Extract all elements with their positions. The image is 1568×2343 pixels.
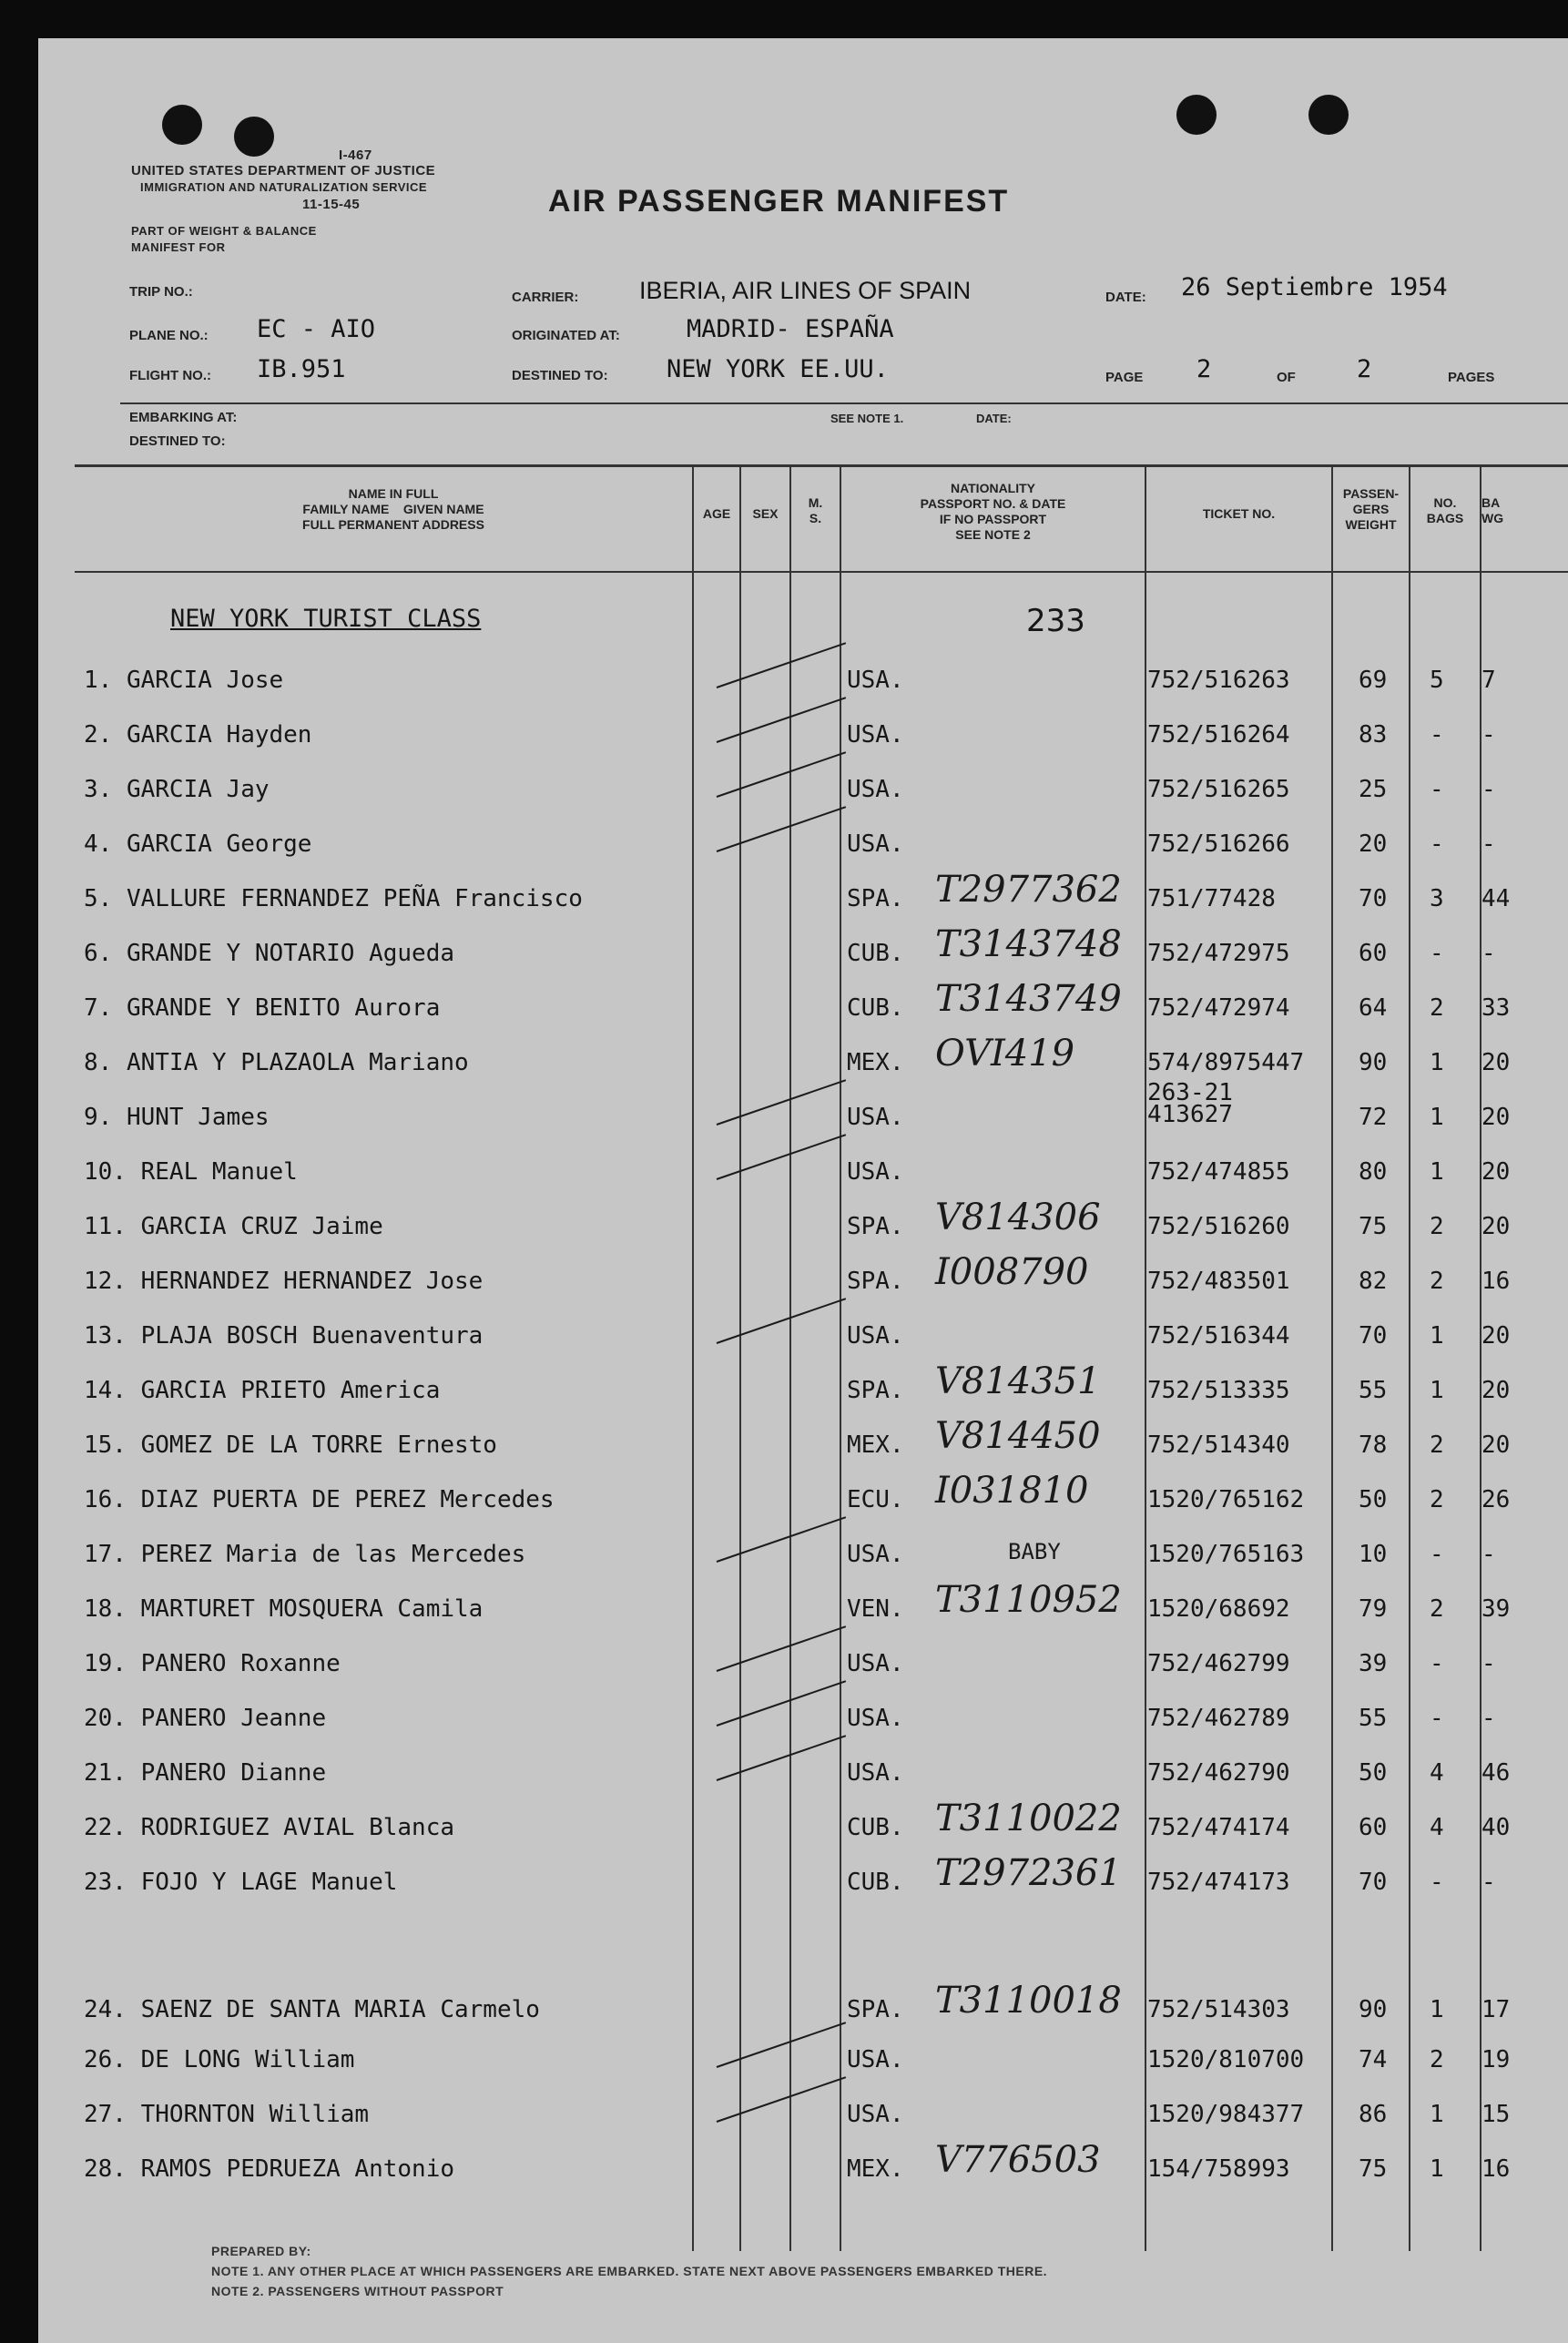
passenger-weight: 55: [1359, 1377, 1388, 1404]
passenger-name: [84, 885, 583, 912]
passenger-ticket: 752/513335: [1147, 1377, 1290, 1404]
passenger-row: [38, 830, 1568, 883]
passenger-number: 17.: [84, 1541, 141, 1568]
passenger-bag-weight: -: [1481, 1705, 1496, 1732]
passenger-ticket: 752/516263: [1147, 667, 1290, 694]
passenger-ticket: 752/462789: [1147, 1705, 1290, 1732]
passenger-bag-weight: -: [1481, 776, 1496, 803]
carrier-value: IBERIA, AIR LINES OF SPAIN: [639, 277, 972, 304]
passenger-ticket: 752/483501: [1147, 1268, 1290, 1295]
class-heading: NEW YORK TURIST CLASS: [170, 605, 482, 633]
passenger-name: [84, 994, 440, 1022]
passenger-ticket: 154/758993: [1147, 2155, 1290, 2183]
passenger-number: 26.: [84, 2046, 141, 2073]
passenger-bag-weight: 20: [1481, 1377, 1511, 1404]
passenger-bag-weight: 16: [1481, 1268, 1511, 1295]
passenger-ticket: 1520/68692: [1147, 1595, 1290, 1623]
passenger-ticket: 1520/810700: [1147, 2046, 1305, 2073]
passenger-passport: V814450: [935, 1415, 1101, 1457]
passenger-ticket: 752/516260: [1147, 1213, 1290, 1240]
passenger-weight: 64: [1359, 994, 1388, 1022]
passenger-number: 22.: [84, 1814, 141, 1841]
col-nationality-header: NATIONALITY PASSPORT NO. & DATE IF NO PASSPORT SEE NOTE 2: [920, 481, 1066, 542]
passenger-nationality: VEN.: [847, 1595, 904, 1623]
passenger-name: [84, 1705, 326, 1732]
passenger-bags: -: [1430, 940, 1444, 967]
punch-hole: [234, 117, 274, 157]
passenger-full-name: GARCIA Jay: [126, 776, 270, 803]
passenger-bags: 4: [1430, 1759, 1444, 1787]
passenger-bags: 2: [1430, 1268, 1444, 1295]
passenger-number: 1.: [84, 667, 127, 694]
passenger-bag-weight: -: [1481, 1541, 1496, 1568]
passenger-number: 28.: [84, 2155, 141, 2183]
passenger-row: [38, 923, 1568, 993]
passenger-name: [84, 776, 270, 803]
passenger-full-name: VALLURE FERNANDEZ PEÑA Francisco: [126, 885, 583, 912]
passenger-bag-weight: -: [1481, 721, 1496, 749]
passenger-number: 11.: [84, 1213, 141, 1240]
passenger-nationality: SPA.: [847, 1996, 904, 2023]
table-header-border: [75, 571, 1568, 573]
flight-value: IB.951: [257, 355, 346, 383]
passenger-row: [38, 1541, 1568, 1594]
passenger-row: [38, 2139, 1568, 2208]
passenger-bag-weight: 20: [1481, 1049, 1511, 1076]
passenger-weight: 10: [1359, 1541, 1388, 1568]
date2-label: DATE:: [976, 412, 1012, 425]
passenger-nationality: CUB.: [847, 1869, 904, 1896]
passenger-nationality: SPA.: [847, 1213, 904, 1240]
passenger-bag-weight: 26: [1481, 1486, 1511, 1513]
passenger-name: [84, 1650, 341, 1677]
passenger-bag-weight: 15: [1481, 2101, 1511, 2128]
passenger-bags: 5: [1430, 667, 1444, 694]
form-dept: UNITED STATES DEPARTMENT OF JUSTICE: [131, 163, 436, 178]
passenger-nationality: USA.: [847, 2046, 904, 2073]
passenger-ticket: 752/516266: [1147, 830, 1290, 858]
passenger-full-name: DIAZ PUERTA DE PEREZ Mercedes: [140, 1486, 555, 1513]
date-label: DATE:: [1105, 290, 1146, 305]
passenger-number: 12.: [84, 1268, 141, 1295]
passenger-bag-weight: 46: [1481, 1759, 1511, 1787]
passenger-nationality: USA.: [847, 2101, 904, 2128]
passenger-ticket: 751/77428: [1147, 885, 1276, 912]
passenger-nationality: USA.: [847, 776, 904, 803]
passenger-full-name: PEREZ Maria de las Mercedes: [140, 1541, 526, 1568]
passenger-name: [84, 1213, 383, 1240]
passenger-weight: 78: [1359, 1431, 1388, 1459]
page-title: AIR PASSENGER MANIFEST: [548, 184, 1010, 219]
passenger-bag-weight: 44: [1481, 885, 1511, 912]
passenger-bag-weight: 39: [1481, 1595, 1511, 1623]
passenger-passport: T3143749: [935, 978, 1122, 1020]
passenger-weight: 80: [1359, 1158, 1388, 1186]
passenger-bag-weight: 20: [1481, 1431, 1511, 1459]
passenger-name: [84, 1049, 469, 1076]
passenger-full-name: SAENZ DE SANTA MARIA Carmelo: [140, 1996, 540, 2023]
passenger-full-name: REAL Manuel: [140, 1158, 298, 1186]
passenger-ticket: 263-21 413627: [1147, 1079, 1233, 1128]
passenger-row: [38, 978, 1568, 1047]
passenger-weight: 83: [1359, 721, 1388, 749]
form-id: I-467: [339, 148, 372, 163]
passenger-weight: 69: [1359, 667, 1388, 694]
passenger-number: 15.: [84, 1431, 141, 1459]
embarking-label: EMBARKING AT:: [129, 410, 238, 425]
passenger-full-name: RODRIGUEZ AVIAL Blanca: [140, 1814, 454, 1841]
passenger-weight: 74: [1359, 2046, 1388, 2073]
passenger-number: 23.: [84, 1869, 141, 1896]
passenger-full-name: GARCIA Jose: [126, 667, 284, 694]
passenger-name: [84, 1486, 555, 1513]
passenger-nationality: SPA.: [847, 1377, 904, 1404]
passenger-bag-weight: 40: [1481, 1814, 1511, 1841]
passenger-nationality: CUB.: [847, 994, 904, 1022]
passenger-ticket: 752/514303: [1147, 1996, 1290, 2023]
passenger-name: [84, 2101, 369, 2128]
originated-label: ORIGINATED AT:: [512, 328, 620, 343]
passenger-weight: 70: [1359, 1869, 1388, 1896]
passenger-passport: V814306: [935, 1197, 1101, 1238]
passenger-weight: 82: [1359, 1268, 1388, 1295]
passenger-number: 14.: [84, 1377, 141, 1404]
passenger-bags: 1: [1430, 1377, 1444, 1404]
punch-hole: [1308, 95, 1349, 135]
passenger-nationality: MEX.: [847, 1049, 904, 1076]
passenger-full-name: GRANDE Y NOTARIO Agueda: [126, 940, 454, 967]
passenger-nationality: USA.: [847, 830, 904, 858]
col-name-header: NAME IN FULL FAMILY NAME GIVEN NAME FULL PERMANENT ADDRESS: [302, 486, 484, 532]
passenger-full-name: MARTURET MOSQUERA Camila: [140, 1595, 484, 1623]
form-service: IMMIGRATION AND NATURALIZATION SERVICE: [140, 180, 428, 194]
passenger-nationality: USA.: [847, 1322, 904, 1350]
passenger-name: [84, 1377, 440, 1404]
passenger-name: [84, 1814, 454, 1841]
passenger-row: [38, 1197, 1568, 1266]
passenger-name: [84, 667, 283, 694]
passenger-ticket: 1520/765163: [1147, 1541, 1305, 1568]
table-top-border: [75, 464, 1568, 467]
passenger-bags: 1: [1430, 1104, 1444, 1131]
passenger-bags: 2: [1430, 1431, 1444, 1459]
passenger-nationality: SPA.: [847, 885, 904, 912]
passenger-weight: 86: [1359, 2101, 1388, 2128]
passenger-nationality: USA.: [847, 1650, 904, 1677]
passenger-number: 18.: [84, 1595, 141, 1623]
destined2-label: DESTINED TO:: [129, 433, 226, 449]
punch-hole: [162, 105, 202, 145]
passenger-name: [84, 1104, 270, 1131]
passenger-bags: 2: [1430, 1595, 1444, 1623]
passenger-nationality: USA.: [847, 1705, 904, 1732]
passenger-bag-weight: 17: [1481, 1996, 1511, 2023]
passenger-weight: 75: [1359, 2155, 1388, 2183]
col-ms-header: M. S.: [808, 495, 823, 525]
passenger-weight: 90: [1359, 1996, 1388, 2023]
check-slash-mark: [717, 642, 846, 688]
manifest-for: MANIFEST FOR: [131, 240, 226, 254]
col-weight-header: PASSEN- GERS WEIGHT: [1342, 486, 1400, 532]
passenger-bags: 1: [1430, 1322, 1444, 1350]
passenger-nationality: USA.: [847, 721, 904, 749]
passenger-passport: BABY: [1008, 1539, 1061, 1564]
passenger-passport: T2977362: [935, 869, 1122, 911]
passenger-bag-weight: -: [1481, 830, 1496, 858]
passenger-weight: 79: [1359, 1595, 1388, 1623]
passenger-ticket: 1520/765162: [1147, 1486, 1305, 1513]
passenger-number: 2.: [84, 721, 127, 749]
passenger-row: [38, 1852, 1568, 1921]
passenger-full-name: ANTIA Y PLAZAOLA Mariano: [126, 1049, 469, 1076]
passenger-full-name: GOMEZ DE LA TORRE Ernesto: [140, 1431, 497, 1459]
passenger-bags: -: [1430, 1705, 1444, 1732]
passenger-number: 16.: [84, 1486, 141, 1513]
note-2: NOTE 2. PASSENGERS WITHOUT PASSPORT: [211, 2284, 504, 2298]
passenger-bags: 2: [1430, 2046, 1444, 2073]
note-1: NOTE 1. ANY OTHER PLACE AT WHICH PASSENGERS ARE EMBARKED. STATE NEXT ABOVE PASSENGERS EMBARKED THERE.: [211, 2264, 1048, 2278]
passenger-bags: -: [1430, 1541, 1444, 1568]
page-value: 2: [1196, 355, 1212, 383]
passenger-ticket: 752/516344: [1147, 1322, 1290, 1350]
carrier-label: CARRIER:: [512, 290, 579, 305]
passenger-row: [38, 1158, 1568, 1211]
form-date: 11-15-45: [302, 197, 361, 212]
passenger-passport: T3110018: [935, 1980, 1122, 2022]
passenger-ticket: 752/462790: [1147, 1759, 1290, 1787]
destined-value: NEW YORK EE.UU.: [667, 355, 889, 383]
passenger-weight: 55: [1359, 1705, 1388, 1732]
col-bagweight-header: BA WG: [1481, 495, 1504, 525]
passenger-full-name: PANERO Jeanne: [140, 1705, 327, 1732]
passenger-number: 19.: [84, 1650, 141, 1677]
passenger-number: 5.: [84, 885, 127, 912]
passenger-name: [84, 1322, 483, 1350]
passenger-bags: 4: [1430, 1814, 1444, 1841]
passenger-row: [38, 1980, 1568, 2049]
passenger-row: [38, 2101, 1568, 2154]
passenger-weight: 60: [1359, 940, 1388, 967]
pages-label: PAGES: [1448, 370, 1495, 385]
passenger-name: [84, 1869, 397, 1896]
passenger-weight: 75: [1359, 1213, 1388, 1240]
passenger-row: [38, 1798, 1568, 1867]
plane-value: EC - AIO: [257, 315, 376, 343]
passenger-full-name: RAMOS PEDRUEZA Antonio: [140, 2155, 454, 2183]
passenger-weight: 25: [1359, 776, 1388, 803]
flight-label: FLIGHT NO.:: [129, 368, 211, 383]
passenger-weight: 90: [1359, 1049, 1388, 1076]
passenger-name: [84, 2046, 354, 2073]
passenger-ticket: 752/474855: [1147, 1158, 1290, 1186]
passenger-full-name: PANERO Dianne: [140, 1759, 327, 1787]
passenger-bags: 1: [1430, 2155, 1444, 2183]
plane-label: PLANE NO.:: [129, 328, 209, 343]
passenger-ticket: 752/516265: [1147, 776, 1290, 803]
passenger-nationality: USA.: [847, 1759, 904, 1787]
passenger-bags: 1: [1430, 1996, 1444, 2023]
passenger-ticket: 752/472975: [1147, 940, 1290, 967]
col-ticket-header: TICKET NO.: [1202, 506, 1276, 521]
passenger-number: 13.: [84, 1322, 141, 1350]
passenger-weight: 60: [1359, 1814, 1388, 1841]
passenger-weight: 70: [1359, 1322, 1388, 1350]
passenger-nationality: USA.: [847, 1541, 904, 1568]
passenger-bags: 2: [1430, 1213, 1444, 1240]
passenger-passport: V776503: [935, 2139, 1101, 2181]
passenger-name: [84, 721, 311, 749]
passenger-row: [38, 1360, 1568, 1430]
passenger-name: [84, 1595, 483, 1623]
passenger-ticket: 752/474173: [1147, 1869, 1290, 1896]
passenger-full-name: HERNANDEZ HERNANDEZ Jose: [140, 1268, 484, 1295]
divider: [120, 402, 1568, 404]
passenger-ticket: 752/474174: [1147, 1814, 1290, 1841]
col-age-header: AGE: [702, 506, 731, 521]
passenger-bag-weight: -: [1481, 1869, 1496, 1896]
passenger-full-name: GARCIA CRUZ Jaime: [140, 1213, 383, 1240]
passenger-full-name: GARCIA PRIETO America: [140, 1377, 441, 1404]
passenger-number: 24.: [84, 1996, 141, 2023]
of-value: 2: [1357, 355, 1372, 383]
passenger-bags: -: [1430, 776, 1444, 803]
passenger-bag-weight: 19: [1481, 2046, 1511, 2073]
passenger-bags: 3: [1430, 885, 1444, 912]
passenger-bags: 2: [1430, 1486, 1444, 1513]
passenger-number: 20.: [84, 1705, 141, 1732]
originated-value: MADRID- ESPAÑA: [687, 315, 894, 343]
passenger-nationality: SPA.: [847, 1268, 904, 1295]
see-note: SEE NOTE 1.: [830, 412, 904, 425]
passenger-bags: -: [1430, 830, 1444, 858]
passenger-row: [38, 1415, 1568, 1484]
passenger-bag-weight: 7: [1481, 667, 1496, 694]
passenger-number: 21.: [84, 1759, 141, 1787]
passenger-name: [84, 2155, 454, 2183]
passenger-row: [38, 1322, 1568, 1375]
passenger-full-name: HUNT James: [126, 1104, 270, 1131]
passenger-name: [84, 1996, 540, 2023]
passenger-name: [84, 1541, 525, 1568]
passenger-passport: I008790: [935, 1251, 1089, 1293]
passenger-full-name: PANERO Roxanne: [140, 1650, 341, 1677]
passenger-weight: 20: [1359, 830, 1388, 858]
passenger-full-name: GARCIA Hayden: [126, 721, 312, 749]
passenger-number: 3.: [84, 776, 127, 803]
passenger-ticket: 1520/984377: [1147, 2101, 1305, 2128]
passenger-bags: 1: [1430, 1158, 1444, 1186]
passenger-nationality: MEX.: [847, 1431, 904, 1459]
passenger-bags: 1: [1430, 1049, 1444, 1076]
handwritten-number: 233: [1026, 603, 1085, 639]
passenger-bag-weight: 20: [1481, 1104, 1511, 1131]
passenger-nationality: CUB.: [847, 940, 904, 967]
passenger-name: [84, 1431, 497, 1459]
passenger-name: [84, 940, 454, 967]
passenger-ticket: 752/462799: [1147, 1650, 1290, 1677]
passenger-weight: 50: [1359, 1759, 1388, 1787]
passenger-full-name: GRANDE Y BENITO Aurora: [126, 994, 441, 1022]
passenger-passport: I031810: [935, 1470, 1089, 1512]
trip-label: TRIP NO.:: [129, 284, 193, 300]
passenger-passport: T2972361: [935, 1852, 1122, 1894]
passenger-bags: -: [1430, 1869, 1444, 1896]
passenger-name: [84, 1759, 326, 1787]
passenger-bag-weight: 16: [1481, 2155, 1511, 2183]
passenger-bags: 2: [1430, 994, 1444, 1022]
passenger-name: [84, 1268, 483, 1295]
passenger-name: [84, 830, 311, 858]
punch-hole: [1176, 95, 1217, 135]
prepared-by: PREPARED BY:: [211, 2244, 311, 2258]
passenger-ticket: 752/514340: [1147, 1431, 1290, 1459]
passenger-bag-weight: 33: [1481, 994, 1511, 1022]
passenger-number: 8.: [84, 1049, 127, 1076]
passenger-nationality: ECU.: [847, 1486, 904, 1513]
passenger-nationality: CUB.: [847, 1814, 904, 1841]
passenger-nationality: USA.: [847, 1104, 904, 1131]
passenger-passport: T3110022: [935, 1798, 1122, 1839]
passenger-full-name: GARCIA George: [126, 830, 312, 858]
passenger-passport: V814351: [935, 1360, 1101, 1402]
passenger-passport: T3110952: [935, 1579, 1122, 1621]
passenger-row: [38, 869, 1568, 938]
passenger-weight: 50: [1359, 1486, 1388, 1513]
passenger-ticket: 752/472974: [1147, 994, 1290, 1022]
passenger-number: 10.: [84, 1158, 141, 1186]
passenger-weight: 70: [1359, 885, 1388, 912]
passenger-name: [84, 1158, 298, 1186]
passenger-row: [38, 1759, 1568, 1812]
passenger-nationality: MEX.: [847, 2155, 904, 2183]
page-label: PAGE: [1105, 370, 1144, 385]
col-sex-header: SEX: [752, 506, 779, 521]
passenger-number: 6.: [84, 940, 127, 967]
passenger-full-name: PLAJA BOSCH Buenaventura: [140, 1322, 484, 1350]
date-value: 26 Septiembre 1954: [1181, 273, 1448, 301]
passenger-weight: 72: [1359, 1104, 1388, 1131]
passenger-nationality: USA.: [847, 667, 904, 694]
passenger-full-name: THORNTON William: [140, 2101, 370, 2128]
passenger-ticket: 752/516264: [1147, 721, 1290, 749]
passenger-full-name: DE LONG William: [140, 2046, 355, 2073]
passenger-bag-weight: -: [1481, 1650, 1496, 1677]
of-label: OF: [1277, 370, 1296, 385]
passenger-ticket: 574/8975447: [1147, 1049, 1305, 1076]
passenger-number: 9.: [84, 1104, 127, 1131]
passenger-bag-weight: 20: [1481, 1322, 1511, 1350]
passenger-nationality: USA.: [847, 1158, 904, 1186]
passenger-number: 7.: [84, 994, 127, 1022]
passenger-bag-weight: -: [1481, 940, 1496, 967]
weight-balance: PART OF WEIGHT & BALANCE: [131, 224, 317, 238]
passenger-full-name: FOJO Y LAGE Manuel: [140, 1869, 398, 1896]
passenger-passport: T3143748: [935, 923, 1122, 965]
passenger-bag-weight: 20: [1481, 1213, 1511, 1240]
col-bags-header: NO. BAGS: [1426, 495, 1464, 525]
passenger-number: 27.: [84, 2101, 141, 2128]
passenger-weight: 39: [1359, 1650, 1388, 1677]
destined-label: DESTINED TO:: [512, 368, 608, 383]
passenger-bags: -: [1430, 1650, 1444, 1677]
passenger-passport: OVI419: [935, 1033, 1075, 1075]
passenger-bags: -: [1430, 721, 1444, 749]
passenger-bag-weight: 20: [1481, 1158, 1511, 1186]
manifest-page: [38, 38, 1568, 2343]
passenger-bags: 1: [1430, 2101, 1444, 2128]
passenger-number: 4.: [84, 830, 127, 858]
